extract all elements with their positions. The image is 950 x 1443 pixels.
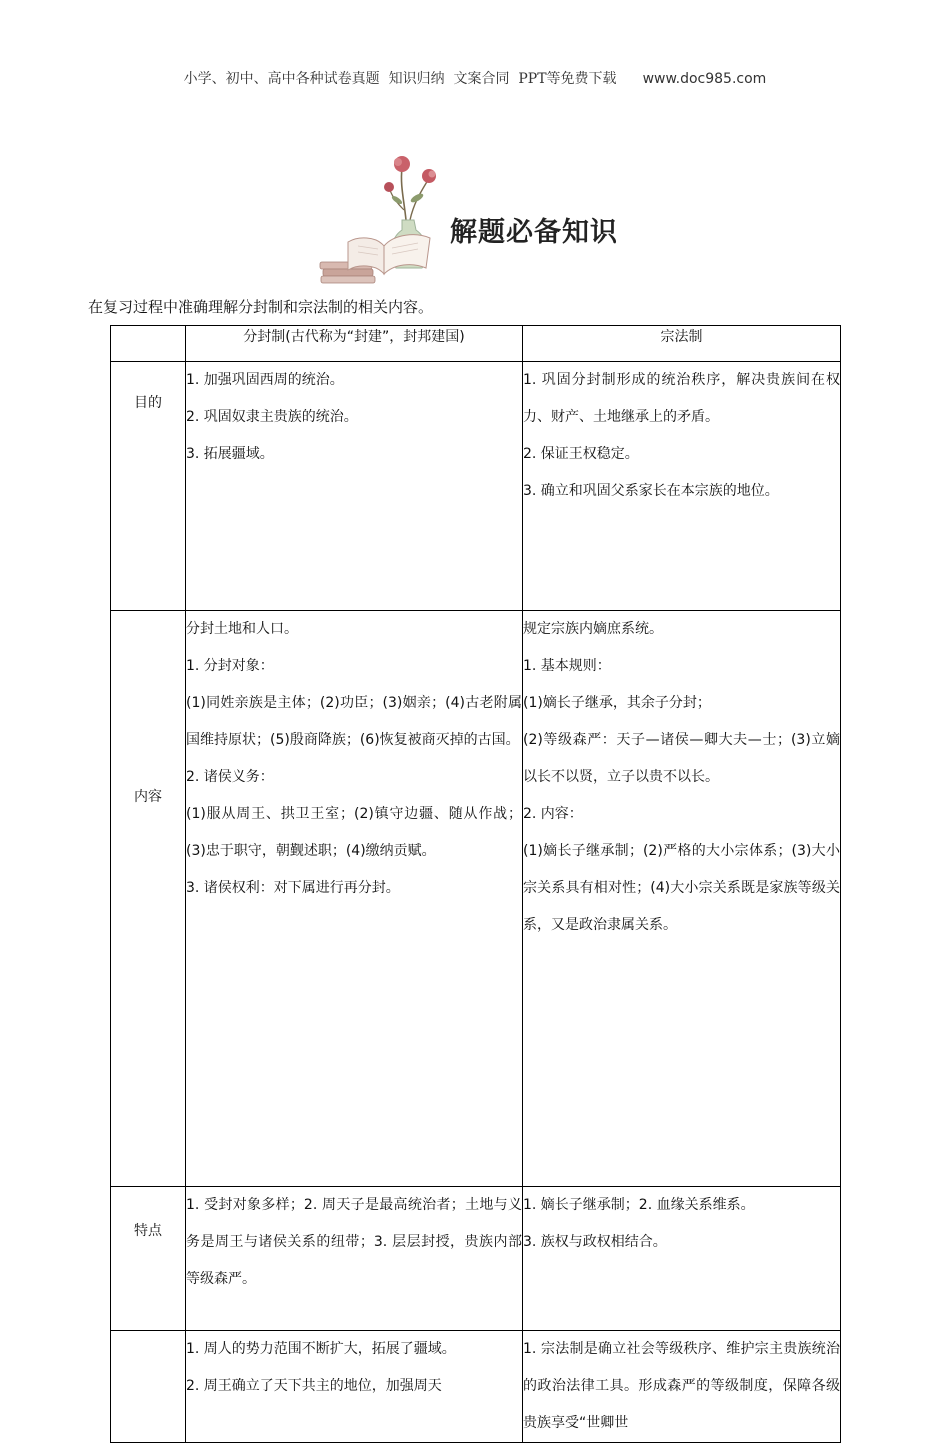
cell-zongfa-features bbox=[523, 1187, 841, 1331]
comparison-table bbox=[110, 325, 841, 1443]
list-item: (1)嫡长子继承，其余子分封； bbox=[523, 695, 711, 711]
row-label-features: 特点 bbox=[111, 1187, 186, 1331]
list-item: 3. 拓展疆域。 bbox=[186, 446, 274, 462]
banner-url: www.doc985.com bbox=[642, 71, 767, 87]
cell-fengjian-impact bbox=[186, 1331, 523, 1443]
row-label-impact bbox=[111, 1331, 186, 1443]
list-item: 1. 受封对象多样；2. 周天子是最高统治者；土地与义务是周王与诸侯关系的纽带；3. 层层封授，贵族内部等级森严。 bbox=[186, 1197, 522, 1287]
list-item: 1. 嫡长子继承制；2. 血缘关系维系。 bbox=[523, 1197, 755, 1213]
header-cell-empty bbox=[111, 326, 186, 362]
list-item: 规定宗族内嫡庶系统。 bbox=[523, 621, 663, 637]
list-item: 2. 周王确立了天下共主的地位，加强周天 bbox=[186, 1378, 442, 1394]
list-item: 2. 诸侯义务： bbox=[186, 769, 274, 785]
cell-fengjian-features bbox=[186, 1187, 523, 1331]
list-item: 3. 确立和巩固父系家长在本宗族的地位。 bbox=[523, 483, 779, 499]
book-flower-vase-illustration bbox=[318, 150, 458, 290]
cell-zongfa-impact bbox=[523, 1331, 841, 1443]
row-label-purpose: 目的 bbox=[111, 362, 186, 611]
list-item: 2. 巩固奴隶主贵族的统治。 bbox=[186, 409, 358, 425]
header-cell-fengjian: 分封制(古代称为“封建”，封邦建国) bbox=[186, 326, 523, 362]
list-item: 3. 诸侯权利：对下属进行再分封。 bbox=[186, 880, 400, 896]
table-row-content bbox=[111, 611, 841, 1187]
intro-text: 在复习过程中准确理解分封制和宗法制的相关内容。 bbox=[88, 298, 434, 316]
cell-zongfa-content bbox=[523, 611, 841, 1187]
list-item: 3. 族权与政权相结合。 bbox=[523, 1234, 667, 1250]
table-row-impact bbox=[111, 1331, 841, 1443]
banner-text: 小学、初中、高中各种试卷真题 知识归纳 文案合同 PPT等免费下载 bbox=[183, 71, 617, 87]
cell-fengjian-purpose bbox=[186, 362, 523, 611]
cell-zongfa-purpose bbox=[523, 362, 841, 611]
list-item: 1. 基本规则： bbox=[523, 658, 611, 674]
cell-fengjian-content bbox=[186, 611, 523, 1187]
list-item: 1. 加强巩固西周的统治。 bbox=[186, 372, 344, 388]
list-item: (2)等级森严：天子—诸侯—卿大夫—士；(3)立嫡以长不以贤，立子以贵不以长。 bbox=[523, 732, 840, 785]
section-title: 解题必备知识 bbox=[450, 217, 618, 248]
list-item: 分封土地和人口。 bbox=[186, 621, 298, 637]
list-item: (1)嫡长子继承制；(2)严格的大小宗体系；(3)大小宗关系具有相对性；(4)大小宗关系既是家族等级关系，又是政治隶属关系。 bbox=[523, 843, 840, 933]
table-header-row bbox=[111, 326, 841, 362]
list-item: (1)同姓亲族是主体；(2)功臣；(3)姻亲；(4)古老附属国维持原状；(5)殷商降族；(6)恢复被商灭掉的古国。 bbox=[186, 695, 522, 748]
header-cell-zongfa: 宗法制 bbox=[523, 326, 841, 362]
list-item: 1. 宗法制是确立社会等级秩序、维护宗主贵族统治的政治法律工具。形成森严的等级制度，保障各级贵族享受“世卿世 bbox=[523, 1341, 840, 1431]
page-header-banner bbox=[0, 68, 950, 88]
list-item: 1. 巩固分封制形成的统治秩序，解决贵族间在权力、财产、土地继承上的矛盾。 bbox=[523, 372, 840, 425]
list-item: 1. 分封对象： bbox=[186, 658, 274, 674]
list-item: 2. 内容： bbox=[523, 806, 583, 822]
list-item: 1. 周人的势力范围不断扩大，拓展了疆域。 bbox=[186, 1341, 456, 1357]
table-row-features bbox=[111, 1187, 841, 1331]
list-item: 2. 保证王权稳定。 bbox=[523, 446, 639, 462]
list-item: (1)服从周王、拱卫王室；(2)镇守边疆、随从作战；(3)忠于职守，朝觐述职；(4)缴纳贡赋。 bbox=[186, 806, 522, 859]
row-label-content: 内容 bbox=[111, 611, 186, 1187]
table-row-purpose bbox=[111, 362, 841, 611]
